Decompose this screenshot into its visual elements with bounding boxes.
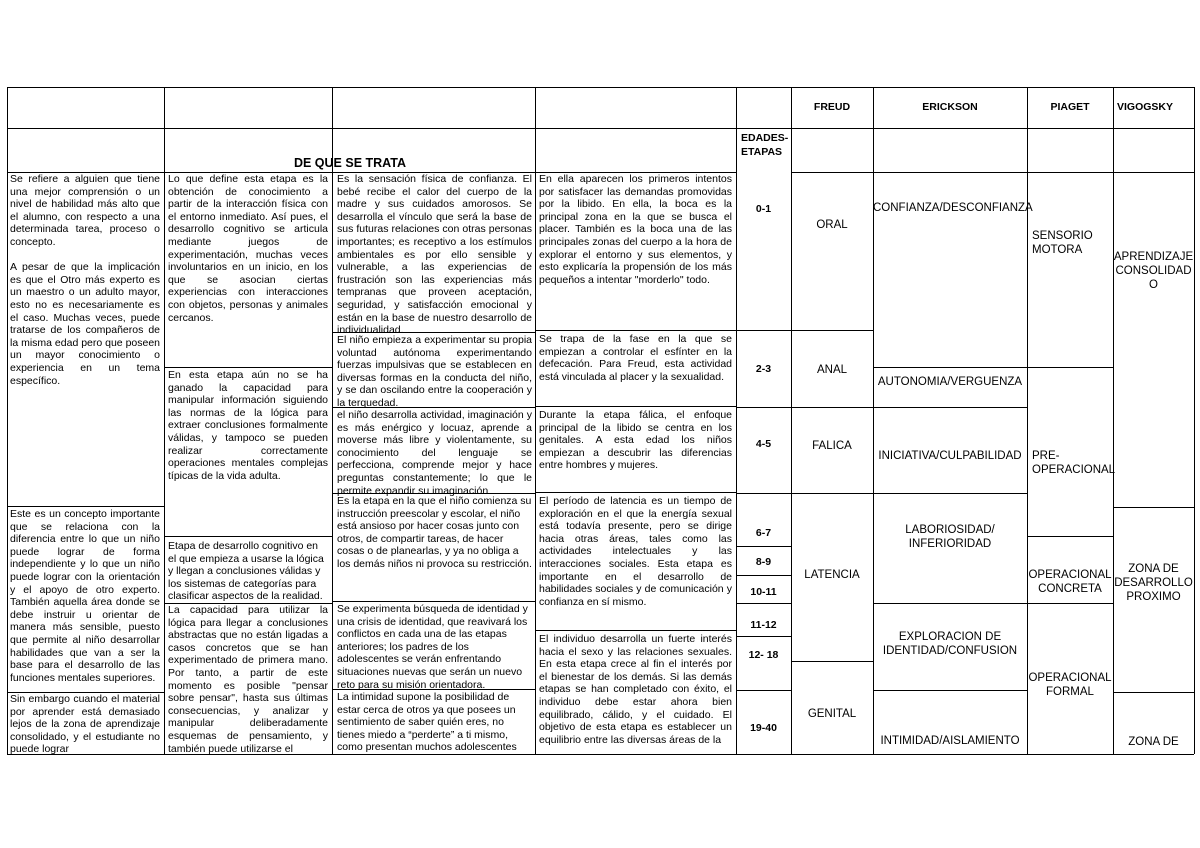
piaget-sensoriomotora: SENSORIO MOTORA (1032, 230, 1093, 256)
piaget-operacional-concreta: OPERACIONAL CONCRETA (1028, 569, 1112, 595)
vigogsky-zona-de: ZONA DE (1128, 736, 1179, 748)
piaget-preoperacional: PRE- OPERACIONAL (1032, 450, 1116, 476)
erickson-laboriosidad: LABORIOSIDAD/ INFERIORIDAD (905, 524, 995, 550)
col2-text-sensoriomotora: Lo que define esta etapa es la obtención de conocimiento a partir de la interacción física con el entorno inmediato. Así pues, el desarrollo cognitivo se articula mediante juegos de experimentación, muchas veces involuntarios en un inicio, en los que se asocian ciertas experiencias con interacciones con objetos, personas y animales cercanos. (168, 173, 331, 324)
freud-genital: GENITAL (807, 708, 857, 720)
header-de-que-se-trata: DE QUE SE TRATA (293, 156, 407, 170)
age-6-7: 6-7 (755, 527, 772, 539)
erickson-confianza: CONFIANZA/DESCONFIANZA (873, 202, 1033, 214)
col3-text-identidad: Se experimenta búsqueda de identidad y una crisis de identidad, que reavivará los conflictos en cada una de las etapas anteriores; los padres de los adolescentes se verán enfrentando situaciones nuevas que serán un nuevo reto para su misión orientadora. (337, 603, 531, 691)
freud-anal: ANAL (816, 364, 848, 376)
age-10-11: 10-11 (750, 586, 777, 598)
vigogsky-aprendizaje-consolidado: APRENDIZAJE CONSOLIDAD O (1113, 251, 1194, 291)
col4-text-genital: El individuo desarrolla un fuerte interés hacia el sexo y las relaciones sexuales. En esta etapa crece al fin el interés por el bienestar de los demás. Si las demás etapas se han completado con éxito, el individuo debe estar ahora bien equilibrado, cálido, y el cuidado. El objetivo de esta etapa es establecer un equilibrio entre las diversas áreas de la (539, 633, 735, 746)
col4-text-falica: Durante la etapa fálica, el enfoque principal de la libido se centra en los genitales. A esta edad los niños empiezan a descubrir las diferencias entre hombres y mujeres. (539, 409, 735, 472)
age-12-18: 12- 18 (748, 649, 779, 661)
col3-text-autonomia: El niño empieza a experimentar su propia voluntad autónoma experimentando fuerzas impulsivas que se establecen en diversas formas en la conducta del niño, y se dan oscilando entre la cooperación y la terquedad. (337, 334, 535, 409)
header-edades-etapas: EDADES- ETAPAS (741, 132, 789, 158)
piaget-operacional-formal: OPERACIONAL FORMAL (1028, 672, 1112, 698)
col4-text-oral: En ella aparecen los primeros intentos por satisfacer las demandas promovidas por la libido. En ella, la boca es la principal zona en la que se busca el placer. También es la boca una de las principales zonas del cuerpo a la hora de explorar el entorno y sus elementos, y esto explicaría la propensión de los más pequeños a intentar "morderlo" todo. (539, 173, 735, 286)
col2-text-preoperacional: En esta etapa aún no se ha ganado la capacidad para manipular información siguiendo las normas de la lógica para extraer conclusiones formalmente válidas, y tampoco se pueden realizar correctamente operaciones mentales complejas típicas de la vida adulta. (168, 369, 331, 482)
erickson-identidad: EXPLORACION DE IDENTIDAD/CONFUSION (882, 631, 1018, 657)
freud-latencia: LATENCIA (804, 569, 860, 581)
age-19-40: 19-40 (750, 722, 777, 734)
col3-text-iniciativa: el niño desarrolla actividad, imaginación y es más enérgico y locuaz, aprende a moverse más libre y violentamente, su conocimiento del lenguaje se perfecciona, comprende mejor y hace preguntas constantemente; lo que le permite expandir su imaginación (337, 409, 535, 497)
freud-falica: FALICA (812, 440, 852, 452)
col4-text-latencia: El período de latencia es un tiempo de exploración en el que la energía sexual está todavía presente, pero se dirige hacia otras áreas, tales como las actividades intelectuales y las interacciones sociales. Esta etapa es importante en el desarrollo de habilidades sociales y de comunicación y confianza en sí mismo. (539, 495, 735, 608)
age-11-12: 11-12 (750, 619, 777, 631)
col1-text-zona-desarrollo: Este es un concepto importante que se relaciona con la diferencia entre lo que un niño puede lograr de forma independiente y lo que un niño puede lograr con la orientación y el apoyo de otro experto. También aquella área donde se debe instruir u orientar de manera más sensible, puesto que permite al niño desarrollar habilidades que van a ser la base para el desarrollo de las funciones mentales superiores. (10, 508, 163, 684)
col3-text-confianza: Es la sensación física de confianza. El bebé recibe el calor del cuerpo de la madre y sus cuidados amorosos. Se desarrolla el vínculo que será la base de sus futuras relaciones con otras personas importantes; es receptivo a los estímulos ambientales es por ello sensible y vulnerable, a las experiencias de frustración son las experiencias más tempranas que proveen aceptación, seguridad, y satisfacción emocional y están en la base de nuestro desarrollo de individualidad. (337, 173, 535, 337)
header-freud: FREUD (813, 101, 851, 113)
age-2-3: 2-3 (755, 363, 772, 375)
age-0-1: 0-1 (755, 203, 772, 215)
age-8-9: 8-9 (755, 556, 772, 568)
col4-text-anal: Se trapa de la fase en la que se empiezan a controlar el esfínter en la defecación. Para Freud, esta actividad está vinculada al placer y la sexualidad. (539, 333, 735, 383)
header-piaget: PIAGET (1050, 101, 1090, 113)
erickson-intimidad: INTIMIDAD/AISLAMIENTO (880, 735, 1020, 747)
col1-text-sin-embargo: Sin embargo cuando el material por aprender está demasiado lejos de la zona de aprendizaje consolidado, y el estudiante no puede lograr (10, 693, 163, 756)
age-4-5: 4-5 (755, 438, 772, 450)
col3-text-intimidad: La intimidad supone la posibilidad de estar cerca de otros ya que posees un sentimiento de saber quién eres, no tienes miedo a “perderte” a ti mismo, como presentan muchos adolescentes (337, 691, 519, 754)
col3-text-laboriosidad: Es la etapa en la que el niño comienza su instrucción preescolar y escolar, el niño está ansioso por hacer cosas junto con otros, de compartir tareas, de hacer cosas o de planearlas, y ya no obliga a los demás niños ni provoca su restricción. (337, 495, 535, 570)
col2-text-formal: La capacidad para utilizar la lógica para llegar a conclusiones abstractas que no están ligadas a casos concretos que se han experimentado de primera mano. Por tanto, a partir de este momento es posible "pensar sobre pensar", hasta sus últimas consecuencias, y analizar y manipular deliberadamente esquemas de pensamiento, y también puede utilizarse el (168, 604, 331, 755)
header-erickson: ERICKSON (922, 101, 978, 113)
header-vigogsky: VIGOGSKY (1117, 101, 1174, 113)
freud-oral: ORAL (816, 219, 848, 231)
col1-text-otro-experto: Se refiere a alguien que tiene una mejor comprensión o un nivel de habilidad más alto que el alumno, con respecto a una determinada tarea, proceso o concepto. A pesar de que la implicación es que el Otro más experto es un maestro o un adulto mayor, esto no es necesariamente es el caso. Muchas veces, puede tratarse de los compañeros de la misma edad pero que poseen un mayor conocimiento o experiencia en un tema específico. (10, 173, 161, 387)
vigogsky-zona-desarrollo-proximo: ZONA DE DESARROLLO PROXIMO (1114, 563, 1193, 603)
erickson-autonomia: AUTONOMIA/VERGUENZA (877, 376, 1023, 388)
col2-text-concreta: Etapa de desarrollo cognitivo en el que empieza a usarse la lógica y llegan a conclusiones válidas y los sistemas de categorías para clasificar aspectos de la realidad. (168, 540, 327, 603)
erickson-iniciativa: INICIATIVA/CULPABILIDAD (878, 450, 1022, 462)
